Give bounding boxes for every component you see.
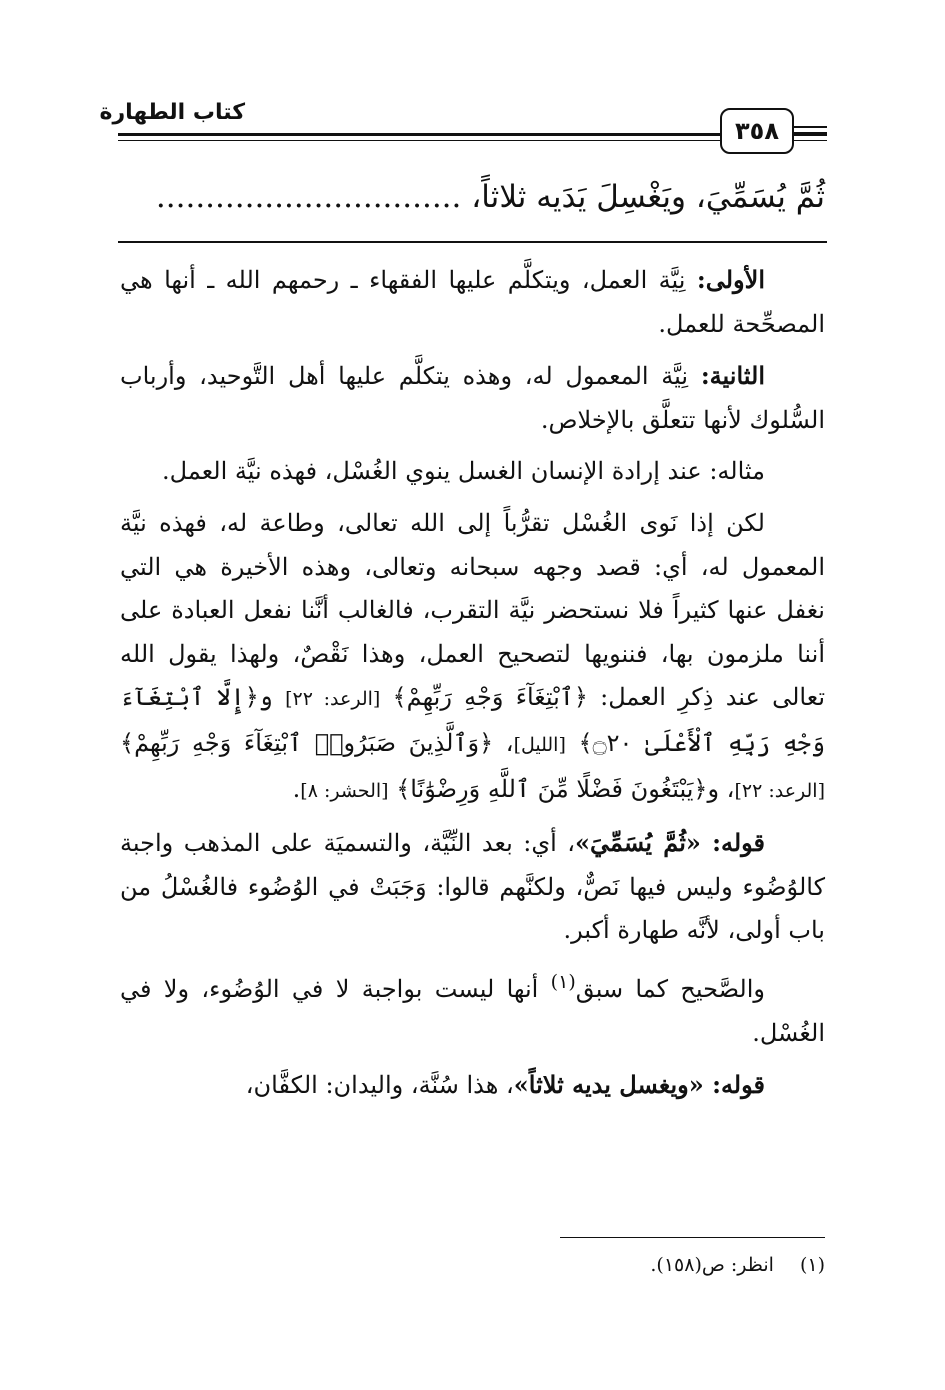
paragraph-text: ، هذا سُنَّة، واليدان: الكفَّان، xyxy=(245,1071,514,1100)
paragraph-label: الأولى: xyxy=(696,265,765,294)
quran-reference: [الليل] xyxy=(513,733,566,756)
matn-text: ثُمَّ يُسَمِّيَ، ويَغْسِلَ يَدَيه ثلاثاً، ............................... xyxy=(155,179,825,215)
paragraph-second xyxy=(120,354,825,442)
footnote-divider xyxy=(560,1237,825,1238)
paragraph-text: أنها ليست بواجبة لا في الوُضُوء، ولا في الغُسْل. xyxy=(120,974,825,1047)
paragraph-first xyxy=(120,258,825,346)
footnote xyxy=(120,1250,825,1280)
paragraph-text: ، أي: بعد النِّيَّة، والتسميَة على المذهب واجبة كالوُضُوء وليس فيها نَصٌّ، ولكنَّهم قالوا: وَجَبَتْ في الوُضُوء فالغُسْلُ من باب أولى، لأنَّه طهارة أكبر. xyxy=(120,829,825,945)
paragraph-text: والصَّحيح كما سبق xyxy=(575,974,765,1003)
paragraph-text: نِيَّة العمل، ويتكلَّم عليها الفقهاء ـ رحمهم الله ـ أنها هي المصحِّحة للعمل. xyxy=(120,266,825,338)
footnote-text: انظر: ص(١٥٨). xyxy=(650,1254,774,1276)
matn-quote: قوله: «ويغسل يديه ثلاثاً» xyxy=(513,1070,765,1100)
paragraph-text: نِيَّة المعمول له، وهذه يتكلَّم عليها أهل التَّوحيد، وأرباب السُّلوك لأنها تتعلَّق بالإخلاص. xyxy=(120,362,825,434)
commentary-body xyxy=(120,258,825,1116)
paragraph-example: مثاله: عند إرادة الإنسان الغسل ينوي الغُسْل، فهذه نيَّة العمل. xyxy=(162,457,765,486)
footnote-marker[interactable]: (١) xyxy=(550,970,576,993)
matn-quote: قوله: «ثُمَّ يُسَمِّيَ» xyxy=(575,828,765,858)
book-title: كتاب الطهارة xyxy=(99,100,245,125)
footnote-number: (١) xyxy=(799,1254,825,1276)
quran-reference: [الرعد: ٢٢] xyxy=(285,688,381,711)
quran-reference: [الرعد: ٢٢] xyxy=(734,779,825,802)
paragraph-end: . xyxy=(292,774,301,803)
paragraph-intention xyxy=(120,502,825,813)
quran-reference: [الحشر: ٨] xyxy=(300,779,389,802)
paragraph-text: لكن إذا نَوى الغُسْل تقرُّباً إلى الله تعالى، وطاعة له، فهذه نيَّة المعمول له، أي: قصد وجهه سبحانه وتعالى، وهذه الأخيرة هي التي نغفل عنها كثيراً فلا نستحضر نيَّة التقرب، فالغالب أنَّنا نفعل العبادة على أننا ملزمون بها، فننويها لتصحيح العمل، وهذا نَقْصٌ، ولهذا يقول الله تعالى عند ذِكرِ العمل: ﴿ٱبْتِغَآءَ وَجْهِ رَبِّهِمْ﴾ xyxy=(120,508,826,712)
page-number: ٣٥٨ xyxy=(720,108,794,154)
quran-verse: و﴿إِلَّا ٱبْتِغَآءَ وَجْهِ رَبِّهِ ٱلْأَعْلَىٰ ۝٢٠﴾ xyxy=(120,683,826,757)
header-ornament xyxy=(793,126,827,138)
quran-verse: ، ﴿وَٱلَّذِينَ صَبَرُوا۟ ٱبْتِغَآءَ وَجْهِ رَبِّهِمْ﴾ xyxy=(120,728,514,757)
matn-divider xyxy=(118,241,827,243)
paragraph-correct xyxy=(120,961,825,1055)
paragraph-label: الثانية: xyxy=(700,361,765,391)
quran-verse: ، و﴿يَبْتَغُونَ فَضْلًا مِّنَ ٱللَّهِ وَرِضْوَٰنًا﴾ xyxy=(388,774,735,803)
paragraph-tasmiya xyxy=(120,821,825,953)
paragraph-hands xyxy=(120,1063,825,1108)
